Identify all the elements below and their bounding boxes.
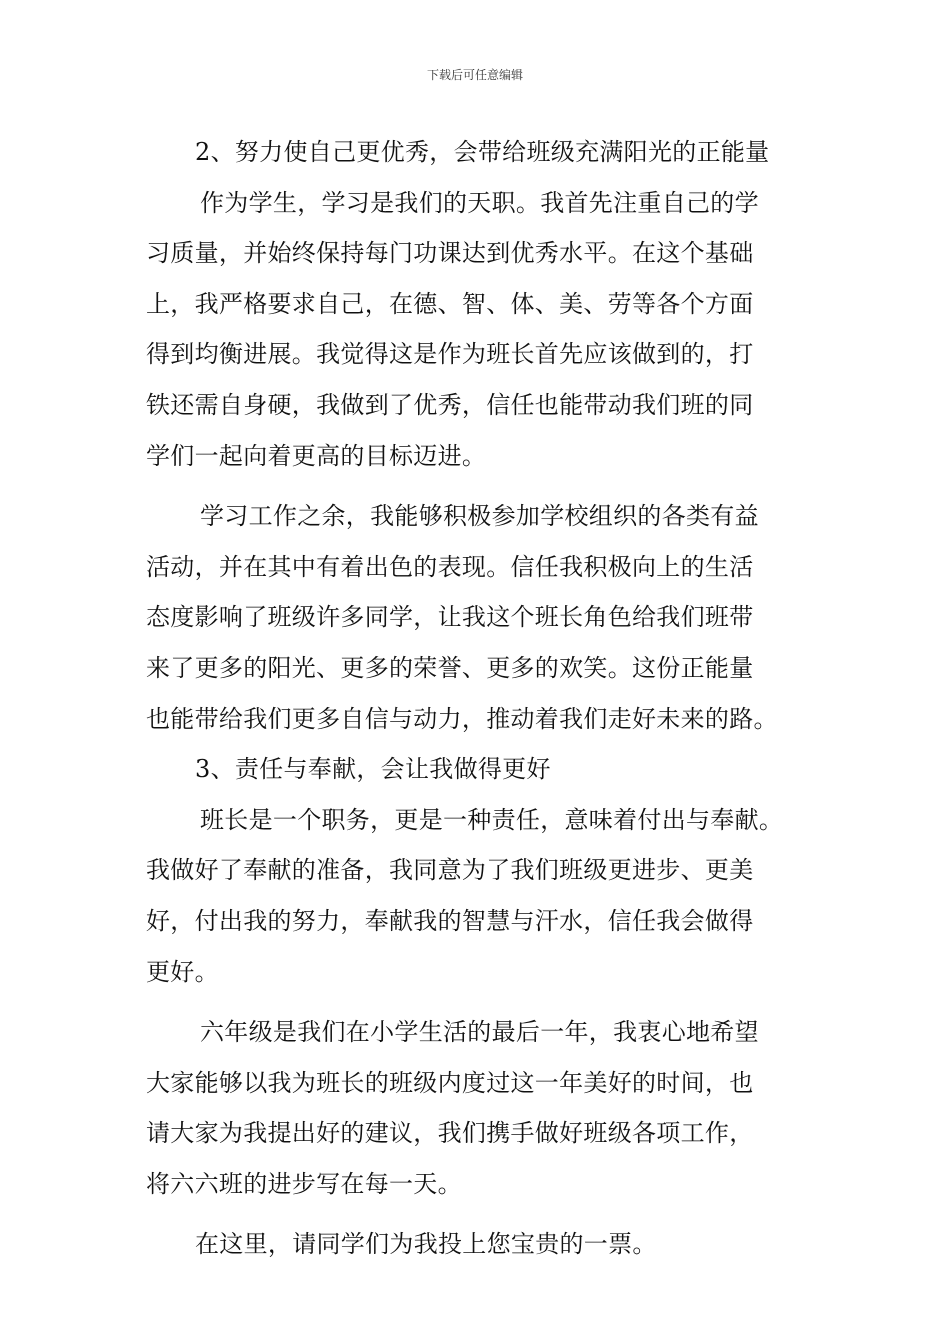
paragraph-line: 将六六班的进步写在每一天。 xyxy=(146,1169,462,1198)
paragraph-line: 上，我严格要求自己，在德、智、体、美、劳等各个方面 xyxy=(146,289,754,318)
paragraph-line: 铁还需自身硬，我做到了优秀，信任也能带动我们班的同 xyxy=(146,390,754,419)
closing-line: 在这里，请同学们为我投上您宝贵的一票。 xyxy=(195,1230,657,1259)
paragraph-line: 学习工作之余，我能够积极参加学校组织的各类有益 xyxy=(200,502,759,531)
paragraph-line: 六年级是我们在小学生活的最后一年，我衷心地希望 xyxy=(200,1018,759,1047)
paragraph-line: 好，付出我的努力，奉献我的智慧与汗水，信任我会做得 xyxy=(146,906,754,935)
document-body xyxy=(146,127,826,1270)
paragraph-line: 习质量，并始终保持每门功课达到优秀水平。在这个基础 xyxy=(146,239,754,268)
section-heading-3: 3、责任与奉献，会让我做得更好 xyxy=(195,755,551,784)
paragraph-line: 大家能够以我为班长的班级内度过这一年美好的时间，也 xyxy=(146,1068,754,1097)
paragraph-line: 态度影响了班级许多同学，让我这个班长角色给我们班带 xyxy=(146,603,754,632)
section-heading-2: 2、努力使自己更优秀，会带给班级充满阳光的正能量 xyxy=(195,138,770,166)
paragraph-line: 请大家为我提出好的建议，我们携手做好班级各项工作， xyxy=(146,1119,754,1148)
paragraph-line: 来了更多的阳光、更多的荣誉、更多的欢笑。这份正能量 xyxy=(146,653,754,682)
paragraph-line: 我做好了奉献的准备，我同意为了我们班级更进步、更美 xyxy=(146,856,754,885)
paragraph-line: 班长是一个职务，更是一种责任，意味着付出与奉献。 xyxy=(200,805,784,834)
header-note: 下载后可任意编辑 xyxy=(426,68,523,82)
paragraph-line: 得到均衡进展。我觉得这是作为班长首先应该做到的，打 xyxy=(146,340,754,369)
paragraph-line: 活动，并在其中有着出色的表现。信任我积极向上的生活 xyxy=(146,552,754,581)
paragraph-line: 作为学生，学习是我们的天职。我首先注重自己的学 xyxy=(200,188,759,217)
paragraph-line: 更好。 xyxy=(146,957,219,986)
paragraph-line: 也能带给我们更多自信与动力，推动着我们走好未来的路。 xyxy=(146,704,778,733)
paragraph-line: 学们一起向着更高的目标迈进。 xyxy=(146,441,487,470)
